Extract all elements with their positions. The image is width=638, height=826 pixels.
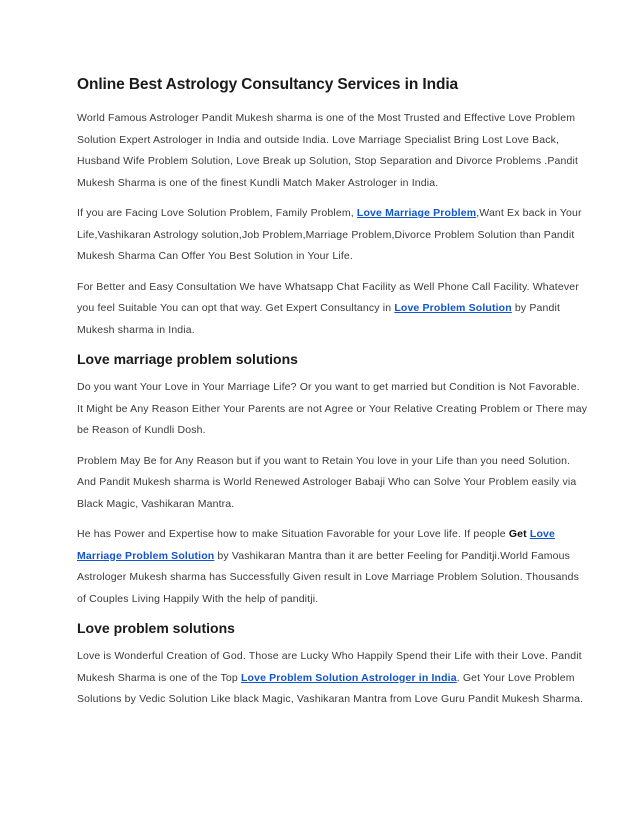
link-love-problem-solution-astrologer[interactable]: Love Problem Solution Astrologer in India [240, 671, 457, 684]
text-segment: . Get Your Love Problem Solutions by Vedic Solution Like black Magic, Vashikaran Mantra from Love Guru Pandit Mukesh Sharma. [77, 671, 584, 705]
page-title: Online Best Astrology Consultancy Services in India [77, 76, 459, 93]
text-segment: ,Want Ex back in Your Life,Vashikaran Astrology solution,Job Problem,Marriage Problem,Divorce Problem Solution than Pandit Mukesh Sharma Can Offer You Best Solution in Your Life. [77, 207, 582, 262]
intro-paragraph: World Famous Astrologer Pandit Mukesh sharma is one of the Most Trusted and Effective Love Problem Solution Expert Astrologer in India and outside India. Love Marriage Specialist Bring Lost Love Back, Husband Wife Problem Solution, Love Break up Solution, Stop Separation and Divorce Problems .Pandit Mukesh Sharma is one of the finest Kundli Match Maker Astrologer in India. [77, 112, 579, 189]
paragraph-love-marriage-problem [77, 203, 588, 268]
paragraph-wonderful-creation [77, 646, 588, 711]
strong-get: Get [508, 528, 527, 540]
heading-love-marriage-solutions: Love marriage problem solutions [77, 351, 298, 367]
link-love-problem-solution[interactable]: Love Problem Solution [394, 302, 512, 314]
paragraph-retain-love: Problem May Be for Any Reason but if you want to Retain You love in your Life than you need Solution. And Pandit Mukesh sharma is World Renewed Astrologer Babaji Who can Solve Your Problem easily via Black Magic, Vashikaran Mantra. [77, 454, 577, 510]
text-segment: For Better and Easy Consultation We have Whatsapp Chat Facility as Well Phone Call Facility. Whatever you feel Suitable You can opt that way. Get Expert Consultancy in [77, 280, 579, 314]
text-segment: by Pandit Mukesh sharma in India. [77, 302, 561, 336]
text-segment: If you are Facing Love Solution Problem, Family Problem, [77, 207, 357, 219]
text-segment: He has Power and Expertise how to make Situation Favorable for your Love life. If people [77, 528, 509, 540]
text-segment: by Vashikaran Mantra than it are better Feeling for Panditji.World Famous Astrologer Mukesh sharma has Successfully Given result in Love Marriage Problem Solution. Thousands of Couples Living Happily With the help of panditji. [77, 549, 579, 605]
paragraph-consultation [77, 277, 588, 342]
paragraph-power-expertise [77, 524, 588, 610]
paragraph-marriage-life: Do you want Your Love in Your Marriage Life? Or you want to get married but Condition is Not Favorable. It Might be Any Reason Either Your Parents are not Agree or Your Relative Creating Problem or There may be Reason of Kundli Dosh. [77, 381, 588, 436]
text-segment: Love is Wonderful Creation of God. Those are Lucky Who Happily Spend their Life with their Love. Pandit Mukesh Sharma is one of the Top [77, 650, 582, 684]
link-love-marriage-problem[interactable]: Love Marriage Problem [356, 207, 477, 219]
link-love-marriage-problem-solution[interactable]: Love Marriage Problem Solution [77, 528, 555, 562]
heading-love-problem-solutions: Love problem solutions [77, 620, 235, 636]
